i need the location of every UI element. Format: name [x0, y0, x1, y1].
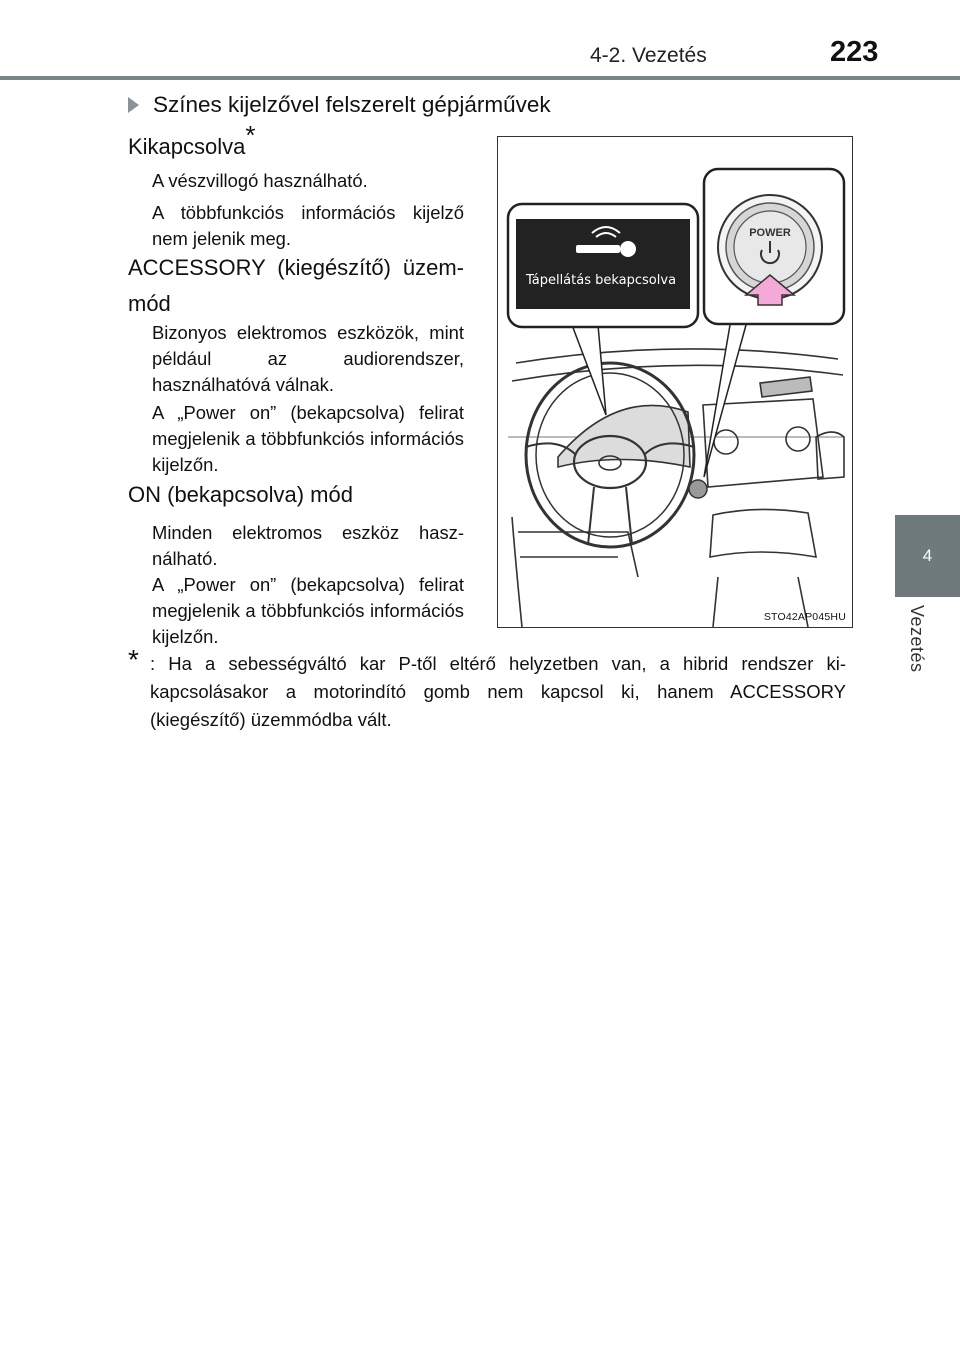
figure-code: STO42AP045HU: [763, 611, 846, 623]
power-button-location-icon: [689, 480, 707, 498]
paragraph: A „Power on” (bekapcsolva) felirat megjelenik a többfunkciós információs kijelzőn.: [152, 402, 464, 475]
chapter-tab: [895, 515, 960, 597]
paragraph: Minden elektromos eszköz használható.: [152, 522, 464, 569]
dashboard-illustration: [497, 136, 853, 628]
bullet-heading: [128, 92, 551, 118]
section-title-off: [128, 120, 256, 161]
paragraph: A „Power on” (bekapcsolva) felirat megjelenik a többfunkciós információs kijelzőn.: [152, 574, 464, 647]
power-button-label: POWER: [749, 227, 791, 239]
triangle-bullet-icon: [128, 97, 139, 113]
header-section-title: 4-2. Vezetés: [590, 44, 707, 67]
footnote: [128, 644, 846, 734]
section-title-off-text: Kikapcsolva: [128, 134, 246, 159]
footnote-text: : Ha a sebességváltó kar P-től eltérő helyzetben van, a hibrid rendszer kikapcsolásakor a motorindító gomb nem kapcsol ki, hanem ACCESSORY (kiegészítő) üzemmódba vált.: [150, 653, 846, 730]
dashboard-drawing: [498, 137, 852, 627]
paragraph: A többfunkciós információs kijelző nem jelenik meg.: [152, 202, 464, 249]
chapter-label: [906, 605, 946, 695]
footnote-asterisk: *: [128, 644, 139, 675]
page-number: 223: [830, 36, 879, 68]
heading-text: Színes kijelzővel felszerelt gépjárművek: [153, 92, 551, 117]
screen-message: Tápellátás bekapcsolva: [525, 273, 677, 288]
header-rule: [0, 76, 960, 80]
chapter-number: 4: [922, 546, 933, 565]
asterisk-mark: *: [245, 120, 256, 150]
paragraph: Bizonyos elektromos eszközök, mint például az audiorendszer, használhatóvá válnak.: [152, 322, 464, 395]
chapter-label-text: Vezetés: [907, 605, 927, 673]
section-title-on: ON (bekapcsolva) mód: [128, 482, 353, 507]
section-title-accessory: ACCESSORY (kiegészítő) üzemmód: [128, 255, 464, 316]
paragraph: A vészvillogó használható.: [152, 170, 368, 191]
